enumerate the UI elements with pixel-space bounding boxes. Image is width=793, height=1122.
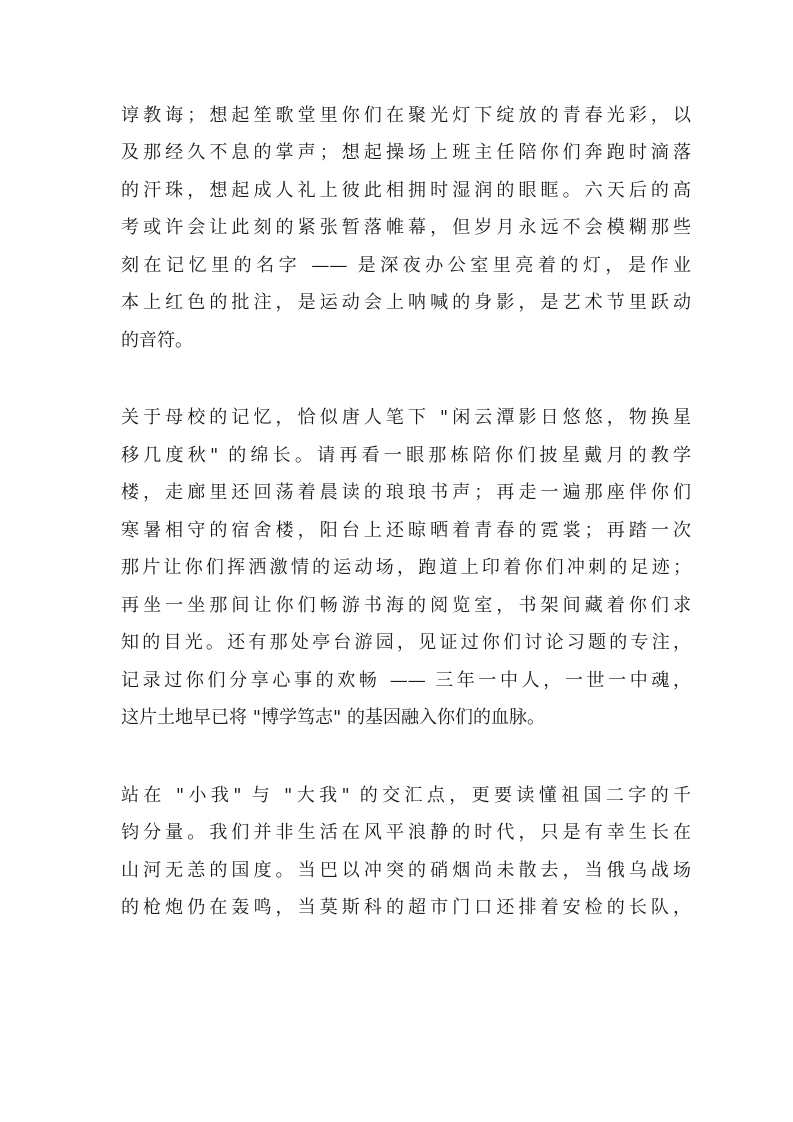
paragraph-2-line-9: 这片土地早已将 "博学笃志" 的基因融入你们的血脉。 bbox=[121, 707, 545, 728]
paragraph-2-line-5: 那片让你们挥洒激情的运动场，跑道上印着你们冲刺的足迹； bbox=[121, 557, 691, 578]
paragraph-2-line-4: 寒暑相守的宿舍楼，阳台上还晾晒着青春的霓裳；再踏一次 bbox=[121, 520, 691, 541]
paragraph-2-line-6: 再坐一坐那间让你们畅游书海的阅览室，书架间藏着你们求 bbox=[121, 595, 691, 616]
paragraph-1-line-7: 的音符。 bbox=[121, 330, 193, 351]
paragraph-2-line-2: 移几度秋" 的绵长。请再看一眼那栋陪你们披星戴月的教学 bbox=[121, 445, 691, 466]
paragraph-3-line-1: 站在 "小我" 与 "大我" 的交汇点，更要读懂祖国二字的千 bbox=[121, 785, 691, 806]
paragraph-3-line-2: 钧分量。我们并非生活在风平浪静的时代，只是有幸生长在 bbox=[121, 822, 691, 843]
paragraph-2-line-8: 记录过你们分享心事的欢畅 —— 三年一中人，一世一中魂， bbox=[121, 670, 691, 691]
paragraph-1-line-4: 考或许会让此刻的紧张暂落帷幕，但岁月永远不会模糊那些 bbox=[121, 217, 691, 238]
paragraph-1-line-2: 及那经久不息的掌声；想起操场上班主任陪你们奔跑时滴落 bbox=[121, 142, 691, 163]
paragraph-1-line-6: 本上红色的批注，是运动会上呐喊的身影，是艺术节里跃动 bbox=[121, 292, 691, 313]
paragraph-3-line-3: 山河无恙的国度。当巴以冲突的硝烟尚未散去，当俄乌战场 bbox=[121, 860, 691, 881]
paragraph-2-line-7: 知的目光。还有那处亭台游园，见证过你们讨论习题的专注， bbox=[121, 632, 691, 653]
paragraph-2-line-3: 楼，走廊里还回荡着晨读的琅琅书声；再走一遍那座伴你们 bbox=[121, 482, 691, 503]
paragraph-1-line-3: 的汗珠，想起成人礼上彼此相拥时湿润的眼眶。六天后的高 bbox=[121, 180, 691, 201]
paragraph-1-line-1: 谆教诲；想起笙歌堂里你们在聚光灯下绽放的青春光彩，以 bbox=[121, 105, 691, 126]
paragraph-2-line-1: 关于母校的记忆，恰似唐人笔下 "闲云潭影日悠悠，物换星 bbox=[121, 407, 691, 428]
paragraph-3-line-4: 的枪炮仍在轰鸣，当莫斯科的超市门口还排着安检的长队， bbox=[121, 897, 691, 918]
paragraph-1-line-5: 刻在记忆里的名字 —— 是深夜办公室里亮着的灯，是作业 bbox=[121, 255, 691, 276]
